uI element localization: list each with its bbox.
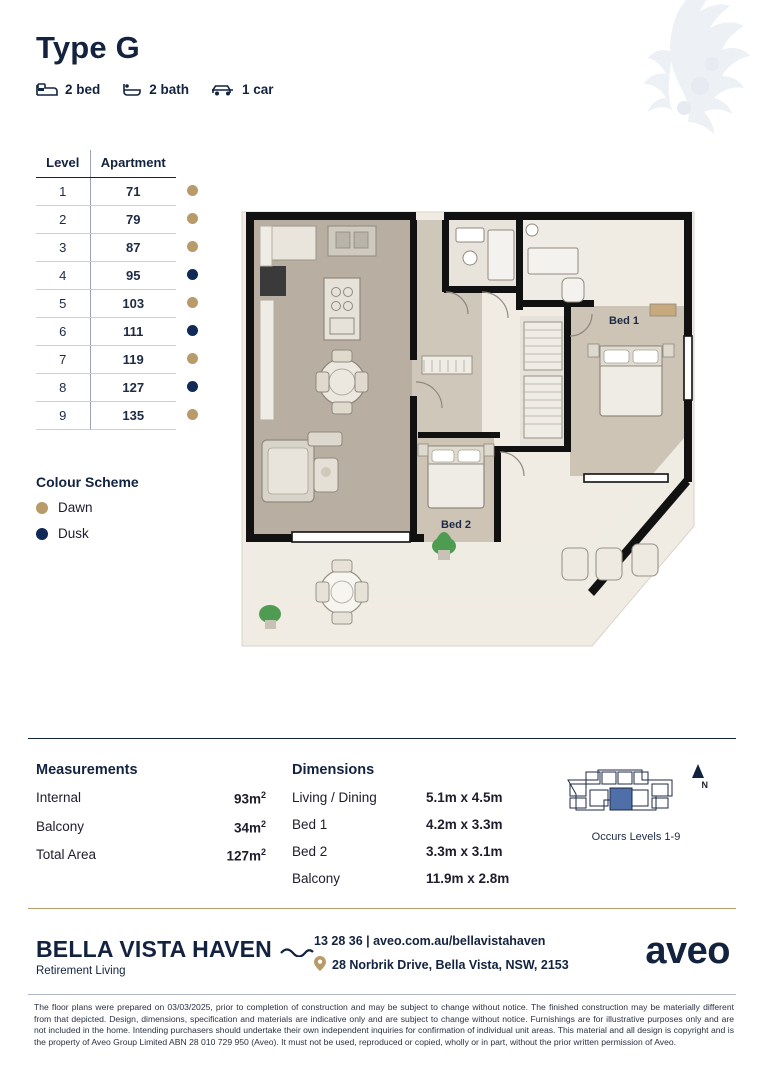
cell-apartment: 71 bbox=[90, 178, 176, 206]
table-row bbox=[36, 374, 208, 402]
cell-level: 2 bbox=[36, 206, 90, 234]
cell-apartment: 103 bbox=[90, 290, 176, 318]
spec-car bbox=[211, 82, 274, 97]
bath-icon bbox=[122, 83, 142, 97]
scheme-dot bbox=[187, 325, 198, 336]
cell-apartment: 87 bbox=[90, 234, 176, 262]
table-row bbox=[36, 234, 208, 262]
contact-phone-web[interactable]: 13 28 36 | aveo.com.au/bellavistahaven bbox=[314, 934, 546, 948]
colour-scheme-title: Colour Scheme bbox=[36, 474, 139, 490]
scheme-dot bbox=[187, 297, 198, 308]
bed-icon bbox=[36, 83, 58, 97]
legend-label-dusk: Dusk bbox=[58, 526, 89, 541]
bird-watermark bbox=[584, 0, 754, 150]
brand-block bbox=[36, 936, 314, 977]
cell-level: 5 bbox=[36, 290, 90, 318]
spec-car-label: 1 car bbox=[242, 82, 274, 97]
table-row bbox=[36, 346, 208, 374]
cell-apartment: 79 bbox=[90, 206, 176, 234]
cell-scheme bbox=[176, 402, 208, 430]
divider-top bbox=[28, 738, 736, 739]
measurements-title: Measurements bbox=[36, 762, 138, 778]
measurement-label: Internal bbox=[36, 790, 82, 805]
aveo-logo: aveo bbox=[645, 930, 730, 972]
disclaimer-text: The floor plans were prepared on 03/03/2025, prior to completion of construction and may be subject to change without notice. The finished construction may be materially different from that depicted. Design, dimensions, specification and materials are indicative only and are subject to change without notice. Furnishings are for illustrative purposes only and are not included in the home. Intending purchasers should undertake their own independent inquiries for confirmation of individual unit areas. This material and all design is copyright and is the property of Aveo Group Limited ABN 28 010 729 950 (Aveo). It must not be used, reproduced or copied, wholly or in part, without the prior written permission of Aveo. bbox=[34, 1002, 734, 1047]
dusk-swatch bbox=[36, 528, 48, 540]
dimension-label: Living / Dining bbox=[292, 790, 377, 805]
room-label-bed-1: Bed 1 bbox=[609, 315, 639, 327]
dimension-row-balcony bbox=[292, 871, 532, 886]
car-icon bbox=[211, 83, 235, 97]
scheme-dot bbox=[187, 241, 198, 252]
key-plan-caption: Occurs Levels 1-9 bbox=[591, 831, 681, 843]
dimension-row-living bbox=[292, 790, 532, 805]
room-label-bed-2: Bed 2 bbox=[441, 519, 471, 531]
cell-scheme bbox=[176, 178, 208, 206]
table-row bbox=[36, 206, 208, 234]
floor-plan bbox=[232, 196, 702, 676]
cell-level: 9 bbox=[36, 402, 90, 430]
dimension-value: 3.3m x 3.1m bbox=[426, 844, 503, 859]
cell-scheme bbox=[176, 262, 208, 290]
dimensions-title: Dimensions bbox=[292, 762, 375, 778]
cell-scheme bbox=[176, 346, 208, 374]
cell-level: 6 bbox=[36, 318, 90, 346]
spec-bath-label: 2 bath bbox=[149, 82, 190, 97]
north-label: N bbox=[701, 780, 708, 790]
measurement-row-balcony bbox=[36, 819, 266, 836]
measurement-value: $127m^2$ bbox=[226, 847, 266, 864]
dimension-row-bed2 bbox=[292, 844, 532, 859]
cell-scheme bbox=[176, 374, 208, 402]
spec-summary bbox=[36, 82, 274, 97]
cell-scheme bbox=[176, 234, 208, 262]
cell-level: 7 bbox=[36, 346, 90, 374]
dimensions-list bbox=[292, 790, 532, 898]
dimension-row-bed1 bbox=[292, 817, 532, 832]
measurement-value: $34m^2$ bbox=[233, 818, 266, 835]
spec-bed-label: 2 bed bbox=[65, 82, 101, 97]
divider-gold bbox=[28, 908, 736, 909]
cell-level: 1 bbox=[36, 178, 90, 206]
legend-item-dusk bbox=[36, 526, 93, 541]
dimension-value: 5.1m x 4.5m bbox=[426, 790, 503, 805]
measurement-label: Balcony bbox=[36, 818, 85, 834]
scheme-dot bbox=[187, 185, 198, 196]
table-row bbox=[36, 178, 208, 206]
measurements-list bbox=[36, 790, 266, 876]
cell-apartment: 127 bbox=[90, 374, 176, 402]
cell-scheme bbox=[176, 290, 208, 318]
scheme-dot bbox=[187, 213, 198, 224]
spec-bath bbox=[122, 82, 189, 97]
contact-address: 28 Norbrik Drive, Bella Vista, NSW, 2153 bbox=[332, 958, 569, 972]
cell-apartment: 135 bbox=[90, 402, 176, 430]
column-header-level: Level bbox=[36, 150, 90, 178]
contact-block bbox=[314, 934, 569, 974]
brand-tagline: Retirement Living bbox=[36, 965, 126, 977]
table-row bbox=[36, 262, 208, 290]
contact-address-row bbox=[314, 956, 569, 974]
dawn-swatch bbox=[36, 502, 48, 514]
legend-label-dawn: Dawn bbox=[58, 500, 93, 515]
scheme-dot bbox=[187, 381, 198, 392]
dimension-label: Balcony bbox=[292, 871, 341, 886]
column-header-scheme bbox=[176, 150, 208, 178]
key-plan-diagram bbox=[556, 758, 716, 822]
cell-scheme bbox=[176, 206, 208, 234]
cell-apartment: 95 bbox=[90, 262, 176, 290]
dimension-label: Bed 1 bbox=[292, 817, 328, 832]
measurement-value: $93m^2$ bbox=[233, 790, 266, 807]
dimension-value: 4.2m x 3.3m bbox=[426, 817, 503, 832]
cell-level: 3 bbox=[36, 234, 90, 262]
brand-name: BELLA VISTA HAVEN bbox=[36, 936, 272, 962]
measurement-row-internal bbox=[36, 790, 266, 807]
scheme-dot bbox=[187, 269, 198, 280]
level-apartment-table bbox=[36, 150, 208, 430]
dimension-value: 11.9m x 2.8m bbox=[426, 871, 510, 886]
table-header-row bbox=[36, 150, 208, 178]
north-arrow-icon bbox=[692, 764, 704, 778]
cell-apartment: 119 bbox=[90, 346, 176, 374]
brand-name-row bbox=[36, 936, 314, 963]
cell-level: 8 bbox=[36, 374, 90, 402]
key-plan bbox=[556, 758, 716, 843]
scheme-dot bbox=[187, 353, 198, 364]
cell-level: 4 bbox=[36, 262, 90, 290]
table-row bbox=[36, 318, 208, 346]
location-pin-icon bbox=[314, 956, 326, 974]
wave-icon bbox=[280, 936, 314, 963]
legend-item-dawn bbox=[36, 500, 93, 515]
divider-bottom bbox=[28, 994, 736, 995]
dimension-label: Bed 2 bbox=[292, 844, 328, 859]
table-row bbox=[36, 290, 208, 318]
spec-bed bbox=[36, 82, 100, 97]
cell-apartment: 111 bbox=[90, 318, 176, 346]
measurement-label: Total Area bbox=[36, 847, 97, 862]
column-header-apartment: Apartment bbox=[90, 150, 176, 178]
cell-scheme bbox=[176, 318, 208, 346]
table-row bbox=[36, 402, 208, 430]
page-title: Type G bbox=[36, 30, 140, 65]
measurement-row-total bbox=[36, 847, 266, 864]
scheme-dot bbox=[187, 409, 198, 420]
colour-scheme-legend bbox=[36, 500, 93, 552]
